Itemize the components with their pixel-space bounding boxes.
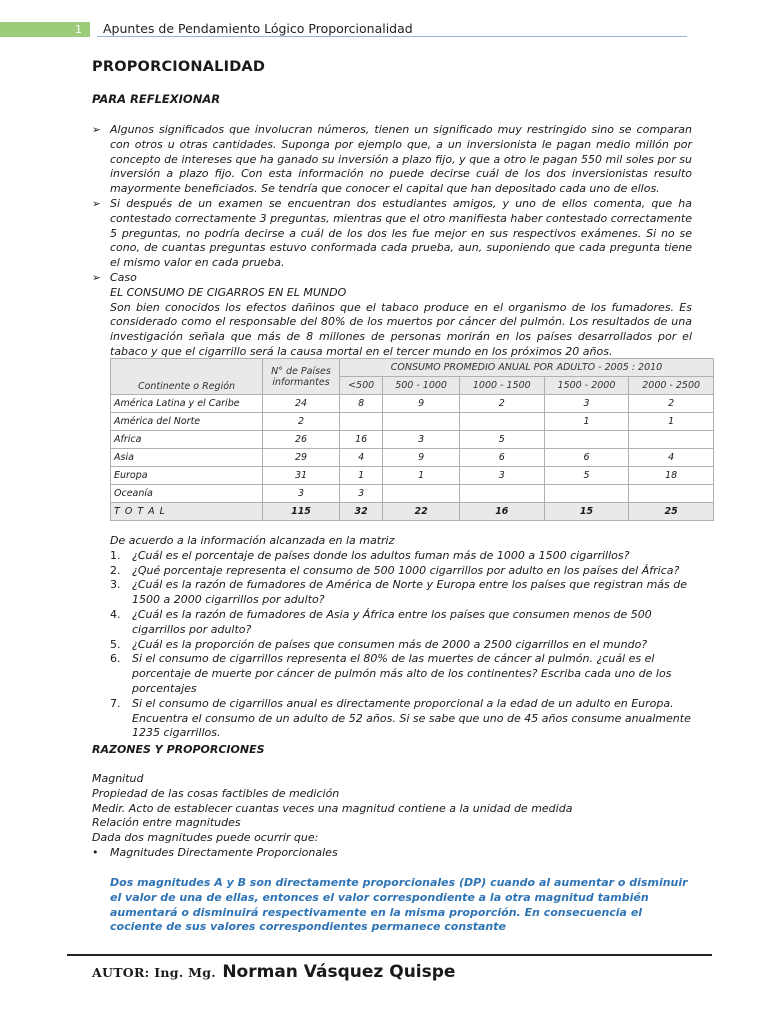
arrow-bullet-icon: ➢ — [92, 124, 101, 136]
table-cell: 4 — [340, 449, 383, 467]
table-total-cell: 115 — [263, 503, 340, 521]
table-cell: 24 — [263, 395, 340, 413]
table-header-range: 1500 - 2000 — [544, 377, 629, 395]
table-cell: 31 — [263, 467, 340, 485]
table-row — [111, 485, 714, 503]
question-text: ¿Qué porcentaje representa el consumo de 500 1000 cigarrillos por adulto en los países del África? — [132, 563, 680, 577]
question-item: 6. Si el consumo de cigarrillos representa el 80% de las muertes de cáncer al pulmón. ¿cuál es el porcentaje de muerte por cáncer de pulmón más alto de los continentes? Escriba cada uno de los porcentajes — [110, 652, 672, 695]
table-cell — [544, 485, 629, 503]
table-cell: 5 — [544, 467, 629, 485]
table-cell: 3 — [340, 485, 383, 503]
table-header-region: Continente o Región — [111, 359, 263, 395]
table-row — [111, 395, 714, 413]
table-cell: 6 — [544, 449, 629, 467]
bullet-dot-icon: • — [92, 845, 99, 859]
arrow-bullet-icon: ➢ — [92, 197, 101, 210]
table-cell — [544, 431, 629, 449]
author-name: Norman Vásquez Quispe — [222, 962, 456, 982]
list-item-text: Algunos significados que involucran números, tienen un significado muy restringido sino se comparan con otros u otras cantidades. Suponga por ejemplo que, a un inversionista le pagan medio millón por concepto de intereses que ha ganado su inversión a plazo fijo, y que a otro le pagan 550 mil soles por su inversión a plazo fijo. Con esta información no puede decirse cuál de los dos inversionistas resulto mayormente beneficiados. Se tendría que conocer el capital que han depositado cada uno de ellos. — [110, 123, 692, 196]
questions-block — [110, 534, 700, 741]
table-cell: 5 — [459, 431, 544, 449]
question-text: ¿Cuál es la razón de fumadores de Asia y África entre los países que consumen menos de 500 cigarrillos por adulto? — [132, 607, 652, 636]
definition-text: Dos magnitudes A y B son directamente proporcionales (DP) cuando al aumentar o disminuir el valor de una de ellas, entonces el valor correspondiente a la otra magnitud también aumentará o disminuirá respectivamente en la misma proporción. En consecuencia el cociente de sus valores correspondientes permanece constante — [110, 876, 688, 934]
table-cell: 4 — [629, 449, 714, 467]
table-cell: 2 — [459, 395, 544, 413]
question-text: ¿Cuál es la proporción de países que consumen más de 2000 a 2500 cigarrillos en el mundo? — [132, 637, 648, 651]
table-cell: 16 — [340, 431, 383, 449]
table-row — [111, 431, 714, 449]
table-total-cell: 15 — [544, 503, 629, 521]
table-cell-region: Europa — [111, 467, 263, 485]
table-cell: 3 — [263, 485, 340, 503]
table-cell-region: Africa — [111, 431, 263, 449]
question-item: 2. ¿Qué porcentaje representa el consumo de 500 1000 cigarrillos por adulto en los países del África? — [110, 563, 680, 577]
table-cell — [459, 413, 544, 431]
section-heading-reflexionar: PARA REFLEXIONAR — [92, 92, 221, 106]
footer-divider — [67, 954, 712, 956]
list-item — [92, 846, 692, 861]
table-header-paises: N° de Países informantes — [263, 359, 340, 395]
table-cell: 3 — [383, 431, 460, 449]
table-cell: 3 — [459, 467, 544, 485]
list-item-caso — [92, 271, 692, 360]
table-total-cell: 16 — [459, 503, 544, 521]
table-header-group: CONSUMO PROMEDIO ANUAL POR ADULTO - 2005 : 2010 — [340, 359, 714, 377]
questions-intro: De acuerdo a la información alcanzada en la matriz — [110, 534, 395, 547]
table-cell — [340, 413, 383, 431]
list-item-text: Magnitudes Directamente Proporcionales — [110, 845, 338, 859]
table-cell-region: América del Norte — [111, 413, 263, 431]
table-cell: 1 — [340, 467, 383, 485]
question-item: 1. ¿Cuál es el porcentaje de países donde los adultos fuman más de 1000 a 1500 cigarrillos? — [110, 548, 630, 562]
table-row — [111, 467, 714, 485]
table-cell: 9 — [383, 395, 460, 413]
table-cell-region: Oceanía — [111, 485, 263, 503]
table-cell: 29 — [263, 449, 340, 467]
section-heading-razones: RAZONES Y PROPORCIONES — [92, 743, 265, 756]
header-title: Apuntes de Pendamiento Lógico Proporcionalidad — [103, 21, 413, 36]
page-title: PROPORCIONALIDAD — [92, 59, 266, 75]
footer-author — [92, 962, 455, 982]
list-item — [92, 197, 692, 271]
table-total-cell: 32 — [340, 503, 383, 521]
list-item-text: Si después de un examen se encuentran dos estudiantes amigos, y uno de ellos comenta, que ha contestado correctamente 3 preguntas, mientras que el otro manifiesta haber contestado correctamente 5 preguntas, no podría decirse a cuál de los dos les fue mejor en sus respectivos exámenes. Si no se cono, de cuantas preguntas estuvo conformada cada prueba, aun, suponiendo que cada pregunta tiene el mismo valor en cada prueba. — [110, 196, 692, 270]
table-cell: 9 — [383, 449, 460, 467]
table-cell: 8 — [340, 395, 383, 413]
table-cell: 2 — [629, 395, 714, 413]
magnitud-line: Medir. Acto de establecer cuantas veces una magnitud contiene a la unidad de medida — [92, 801, 573, 815]
table-header-range: 1000 - 1500 — [459, 377, 544, 395]
arrow-bullet-icon: ➢ — [92, 271, 101, 284]
magnitud-line: Relación entre magnitudes — [92, 816, 241, 830]
table-total-cell: 25 — [629, 503, 714, 521]
question-item: 3. ¿Cuál es la razón de fumadores de América de Norte y Europa entre los países que registran más de 1500 a 2000 cigarrillos por adulto? — [110, 578, 688, 607]
table-cell: 3 — [544, 395, 629, 413]
table-cell: 6 — [459, 449, 544, 467]
list-item — [92, 123, 692, 197]
table-cell: 1 — [544, 413, 629, 431]
magnitud-line: Propiedad de las cosas factibles de medición — [92, 786, 340, 800]
table-total-cell: 22 — [383, 503, 460, 521]
question-item: 4. ¿Cuál es la razón de fumadores de Asia y África entre los países que consumen menos de 500 cigarrillos por adulto? — [110, 607, 652, 636]
table-row — [111, 449, 714, 467]
caso-label: Caso — [110, 270, 137, 284]
table-cell-region: Asia — [111, 449, 263, 467]
magnitud-block — [92, 772, 692, 861]
magnitud-line: Magnitud — [92, 772, 144, 785]
table-cell: 18 — [629, 467, 714, 485]
table-cell — [383, 485, 460, 503]
table-row — [111, 413, 714, 431]
consumption-table — [110, 358, 714, 521]
question-item: 7. Si el consumo de cigarrillos anual es directamente proporcional a la edad de un adulto en Europa. Encuentra el consumo de un adulto de 52 años. Si se sabe que uno de 45 años consume anualmente 1235 cigarrillos. — [110, 696, 691, 740]
table-cell — [629, 485, 714, 503]
table-cell-region: América Latina y el Caribe — [111, 395, 263, 413]
page-number: 1 — [0, 22, 90, 37]
question-item: 5. ¿Cuál es la proporción de países que consumen más de 2000 a 2500 cigarrillos en el mundo? — [110, 637, 648, 651]
table-cell — [629, 431, 714, 449]
author-label: AUTOR: Ing. Mg. — [92, 965, 216, 980]
table-header-range: 500 - 1000 — [383, 377, 460, 395]
table-header-range: 2000 - 2500 — [629, 377, 714, 395]
table-cell — [459, 485, 544, 503]
question-text: Si el consumo de cigarrillos anual es directamente proporcional a la edad de un adulto en Europa. Encuentra el consumo de un adulto de 52 años. Si se sabe que uno de 45 años consume anualmente 1235 cigarrillos. — [132, 696, 691, 740]
table-cell: 1 — [629, 413, 714, 431]
question-text: ¿Cuál es el porcentaje de países donde los adultos fuman más de 1000 a 1500 cigarrillos? — [132, 548, 630, 562]
caso-body: Son bien conocidos los efectos dañinos que el tabaco produce en el organismo de los fumadores. Es considerado como el responsable del 80% de los muertos por cáncer del pulmón. Los resultados de una investigación señala que más de 8 millones de personas morirán en los países desarrollados por el tabaco y que el cigarrillo será la causa mortal en el tercer mundo en los próximos 20 años. — [110, 300, 692, 358]
table-cell — [383, 413, 460, 431]
table-total-row — [111, 503, 714, 521]
table-cell: 2 — [263, 413, 340, 431]
table-header-range: <500 — [340, 377, 383, 395]
table-cell: 26 — [263, 431, 340, 449]
magnitud-line: Dada dos magnitudes puede ocurrir que: — [92, 831, 319, 845]
table-total-label: T O T A L — [111, 503, 263, 521]
question-text: Si el consumo de cigarrillos representa el 80% de las muertes de cáncer al pulmón. ¿cuál es el porcentaje de muerte por cáncer de pulmón más alto de los continentes? Escriba cada uno de los porcentajes — [132, 652, 672, 695]
reflexion-list — [92, 123, 692, 360]
table-cell: 1 — [383, 467, 460, 485]
header-divider — [97, 36, 687, 37]
question-text: ¿Cuál es la razón de fumadores de América de Norte y Europa entre los países que registran más de 1500 a 2000 cigarrillos por adulto? — [132, 578, 688, 607]
caso-title: EL CONSUMO DE CIGARROS EN EL MUNDO — [110, 285, 347, 299]
